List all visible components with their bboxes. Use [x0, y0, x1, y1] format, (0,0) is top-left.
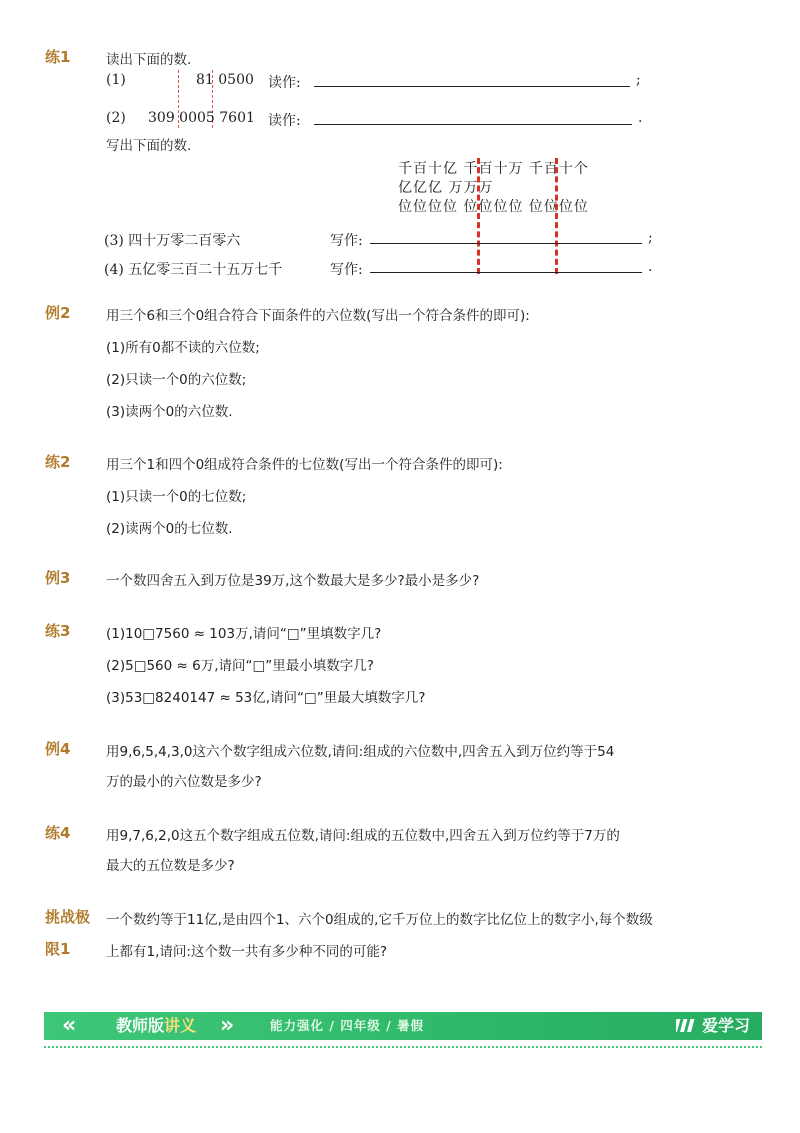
ex2-text: 用三个1和四个0组成符合条件的七位数(写出一个符合条件的即可):	[106, 457, 503, 473]
ex1-q4-label: 写作:	[330, 262, 363, 278]
ex1-q4-end: .	[648, 259, 653, 275]
place-row-3: 位位位位 位位位位 位位位位	[398, 199, 589, 215]
challenge-tag-line-1: 挑战极	[45, 908, 91, 926]
ex1-q4-answer-line[interactable]	[370, 272, 642, 273]
challenge-line-1: 一个数约等于11亿,是由四个1、六个0组成的,它千万位上的数字比亿位上的数字小,每个数级	[106, 912, 653, 928]
ex1-q3-text: (3) 四十万零二百零六	[104, 233, 241, 249]
ex2-item-2: (2)读两个0的七位数.	[106, 521, 233, 537]
eg4-tag: 例4	[45, 740, 71, 758]
place-row-1: 千百十亿 千百十万 千百十个	[398, 161, 589, 177]
chevron-right-icon: »	[220, 1013, 235, 1038]
ex1-tag: 练1	[45, 48, 71, 66]
challenge-line-2: 上都有1,请问:这个数一共有多少种不同的可能?	[106, 944, 388, 960]
ex1-instruction2: 写出下面的数.	[106, 138, 192, 154]
ex1-q1-value: 81 0500	[196, 72, 254, 88]
footer-subtitle: 能力强化 / 四年级 / 暑假	[270, 1018, 425, 1033]
ex3-tag: 练3	[45, 622, 71, 640]
footer-band	[44, 1012, 762, 1040]
eg4-line-1: 用9,6,5,4,3,0这六个数字组成六位数,请问:组成的六位数中,四舍五入到万位约等于54	[106, 744, 615, 760]
ex3-item-3: (3)53□8240147 ≈ 53亿,请问“□”里最大填数字几?	[106, 690, 426, 706]
ex1-q2-label: 读作:	[268, 113, 301, 129]
eg2-item-1: (1)所有0都不读的六位数;	[106, 340, 260, 356]
brand-logo-text: 爱学习	[701, 1016, 750, 1035]
footer-title-b: 讲义	[164, 1016, 197, 1035]
ex4-line-1: 用9,7,6,2,0这五个数字组成五位数,请问:组成的五位数中,四舍五入到万位约等于7万的	[106, 828, 620, 844]
place-row-2: 亿亿亿 万万万	[398, 180, 494, 196]
eg3-text: 一个数四舍五入到万位是39万,这个数最大是多少?最小是多少?	[106, 573, 480, 589]
ex4-line-2: 最大的五位数是多少?	[106, 858, 235, 874]
eg2-item-3: (3)读两个0的六位数.	[106, 404, 233, 420]
footer-title-a: 教师版	[116, 1016, 165, 1035]
eg3-tag: 例3	[45, 569, 71, 587]
challenge-tag-line-2: 限1	[45, 940, 71, 958]
ex1-q2-num: (2)	[106, 110, 126, 126]
ex3-item-2: (2)5□560 ≈ 6万,请问“□”里最小填数字几?	[106, 658, 374, 674]
ex1-q2-end: .	[638, 110, 643, 126]
eg2-tag: 例2	[45, 304, 71, 322]
ex1-q1-end: ;	[636, 72, 641, 88]
ex1-q4-text: (4) 五亿零三百二十五万七千	[104, 262, 283, 278]
footer-dotted-rule	[44, 1046, 762, 1048]
footer-title	[116, 1012, 196, 1040]
place-divider-yi-wan	[477, 158, 480, 274]
ex1-q3-end: ;	[648, 230, 653, 246]
ex1-q3-answer-line[interactable]	[370, 243, 642, 244]
brand-logo	[676, 1012, 750, 1040]
ex1-q1-label: 读作:	[268, 75, 301, 91]
ex1-q1-answer-line[interactable]	[314, 86, 630, 87]
chevron-left-icon: «	[62, 1013, 77, 1038]
ex2-item-1: (1)只读一个0的七位数;	[106, 489, 247, 505]
ex1-instruction: 读出下面的数.	[106, 52, 192, 68]
ex1-q2-answer-line[interactable]	[314, 124, 632, 125]
ex4-tag: 练4	[45, 824, 71, 842]
ex1-q1-num: (1)	[106, 72, 126, 88]
ex1-q3-label: 写作:	[330, 233, 363, 249]
ex3-item-1: (1)10□7560 ≈ 103万,请问“□”里填数字几?	[106, 626, 382, 642]
eg2-item-2: (2)只读一个0的六位数;	[106, 372, 247, 388]
eg4-line-2: 万的最小的六位数是多少?	[106, 774, 262, 790]
ex1-q2-value: 309 0005 7601	[148, 110, 255, 126]
eg2-text: 用三个6和三个0组合符合下面条件的六位数(写出一个符合条件的即可):	[106, 308, 530, 324]
brand-mark-icon	[676, 1017, 698, 1033]
ex2-tag: 练2	[45, 453, 71, 471]
place-divider-wan-ge	[555, 158, 558, 274]
